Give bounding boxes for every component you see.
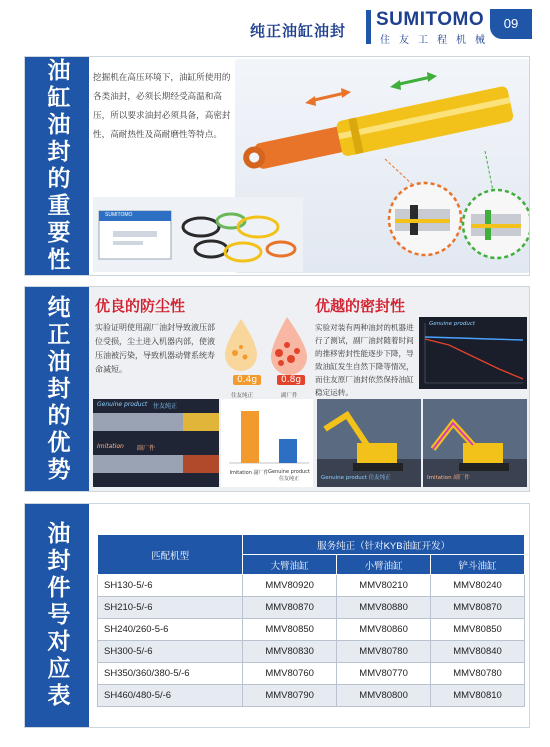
- bar-label-genuine: Genuine product 住友纯正: [268, 469, 310, 482]
- dust-photo-imitation-cn-label: 副厂件: [137, 445, 156, 452]
- dust-photo-genuine-cn-label: 住友纯正: [153, 403, 178, 410]
- table-row: [98, 641, 525, 663]
- genuine-bar: [279, 439, 297, 463]
- dust-droplets: [217, 315, 311, 377]
- cell-boom: MMV80790: [243, 685, 337, 707]
- header-divider: [366, 10, 371, 44]
- seal-chart-label: Genuine product: [429, 321, 476, 327]
- cell-boom: MMV80760: [243, 663, 337, 685]
- table-row: [98, 619, 525, 641]
- section-tab-advantage: 纯正油封的优势: [25, 287, 89, 491]
- genuine-value-label: 0.4g: [233, 375, 261, 385]
- excavator-imitation-photo: [423, 399, 527, 487]
- dust-comparison-chart: [221, 399, 313, 487]
- section-advantage: [24, 286, 530, 492]
- cell-model: SH130-5/-6: [98, 575, 243, 597]
- page-header-title: 纯正油缸油封: [250, 22, 347, 40]
- excavator-imitation-label: Imitation 副厂件: [427, 475, 470, 481]
- section-part-table: [24, 503, 530, 728]
- table-row: [98, 575, 525, 597]
- cell-bucket: MMV80810: [431, 685, 525, 707]
- section-tab-importance: 油缸油封的重要性: [25, 57, 89, 275]
- cell-arm: MMV80880: [337, 597, 431, 619]
- dust-photo-imitation-label: Imitation: [97, 443, 124, 450]
- imitation-caption: 副厂件: [281, 393, 298, 399]
- cell-boom: MMV80920: [243, 575, 337, 597]
- seal-performance-chart: [419, 317, 527, 389]
- cell-model: SH460/480-5/-6: [98, 685, 243, 707]
- brand-subtitle: 住友工程机械: [380, 35, 494, 46]
- brand-logo: SUMITOMO: [376, 9, 485, 30]
- cell-bucket: MMV80870: [431, 597, 525, 619]
- imitation-bar: [241, 411, 259, 463]
- cell-bucket: MMV80850: [431, 619, 525, 641]
- cell-arm: MMV80210: [337, 575, 431, 597]
- motion-arrow-left: [305, 88, 351, 106]
- header-boom-cylinder: 大臂油缸: [243, 555, 337, 575]
- importance-text: 挖掘机在高压环境下，油缸所使用的各类油封，必须长期经受高温和高压，所以要求油封必须具备，高密封性，高耐热性及高耐磨性等特点。: [93, 73, 231, 140]
- seal-kit-graphic: [93, 197, 303, 272]
- table-row: [98, 685, 525, 707]
- dust-photo-genuine-label: Genuine product: [97, 401, 148, 408]
- table-row: [98, 663, 525, 685]
- part-number-table: [97, 534, 525, 707]
- dust-cylinder-photo: [93, 399, 219, 487]
- imitation-value-label: 0.8g: [277, 375, 305, 385]
- header-arm-cylinder: 小臂油缸: [337, 555, 431, 575]
- cell-arm: MMV80770: [337, 663, 431, 685]
- cell-boom: MMV80830: [243, 641, 337, 663]
- section-tab-part-table: 油封件号对应表: [25, 504, 89, 727]
- table-row: [98, 597, 525, 619]
- seal-heading: 优越的密封性: [315, 297, 406, 315]
- cell-arm: MMV80860: [337, 619, 431, 641]
- cell-bucket: MMV80780: [431, 663, 525, 685]
- section-importance: [24, 56, 530, 276]
- seal-text: 实验对装有两种油封的机器进行了测试，副厂油封随着时间的推移密封性能逐步下降，导致油缸发生自然下降等情况，而住友原厂油封依然保持油缸稳定运转。: [315, 323, 414, 397]
- cell-model: SH300-5/-6: [98, 641, 243, 663]
- motion-arrow-right: [390, 72, 437, 90]
- genuine-caption: 住友纯正: [231, 393, 254, 399]
- cell-bucket: MMV80240: [431, 575, 525, 597]
- dust-heading: 优良的防尘性: [95, 297, 186, 315]
- header-group: 服务纯正（针对KYB油缸开发）: [243, 535, 525, 555]
- seal-kit-photo: [93, 197, 303, 272]
- cell-model: SH350/360/380-5/-6: [98, 663, 243, 685]
- excavator-genuine-label: Genuine product 住友纯正: [321, 475, 391, 481]
- cell-boom: MMV80870: [243, 597, 337, 619]
- cell-arm: MMV80780: [337, 641, 431, 663]
- kit-box-label: SUMITOMO: [105, 212, 133, 218]
- header-bucket-cylinder: 铲斗油缸: [431, 555, 525, 575]
- page-number: 09: [490, 9, 532, 39]
- dust-text: 实验证明使用副厂油封导致液压部位受损，尘土进入机器内部，使液压油被污染，导致机器动臂系统寿命减短。: [95, 323, 215, 374]
- cell-boom: MMV80850: [243, 619, 337, 641]
- cell-model: SH240/260-5-6: [98, 619, 243, 641]
- header-model: 匹配机型: [98, 535, 243, 575]
- cell-bucket: MMV80840: [431, 641, 525, 663]
- excavator-genuine-photo: [317, 399, 421, 487]
- cell-model: SH210-5/-6: [98, 597, 243, 619]
- cell-arm: MMV80800: [337, 685, 431, 707]
- bar-label-imitation: Imitation 副厂件: [229, 470, 269, 476]
